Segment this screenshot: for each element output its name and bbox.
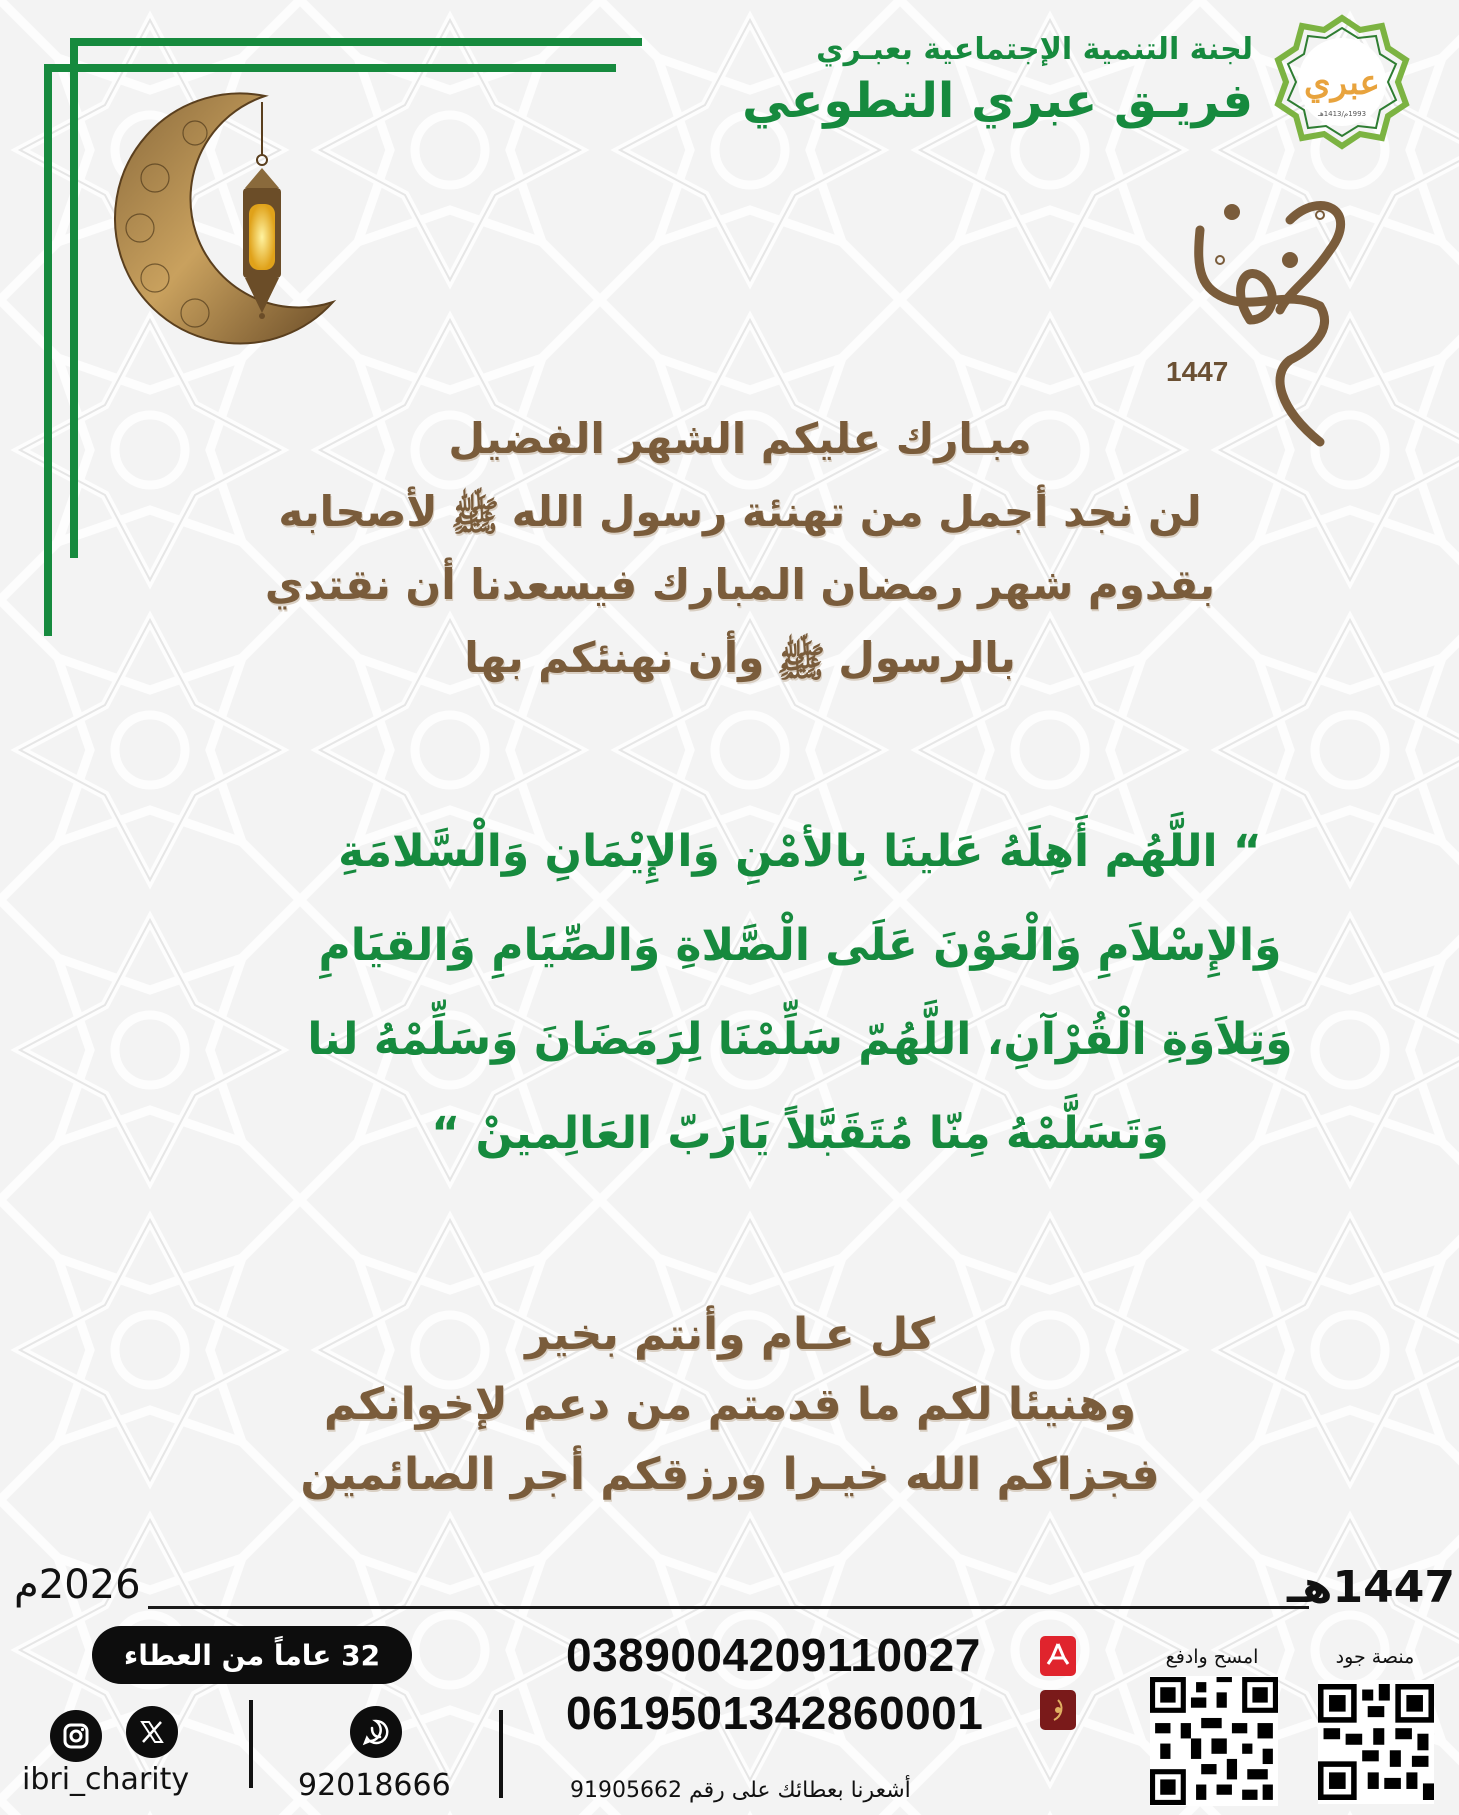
- dua-line-2: وَالإِسْلاَمِ وَالْعَوْنَ عَلَى الْصَّلاةِ وَالصِّيَامِ وَالقيَامِ: [318, 920, 1282, 971]
- footer-separator: [499, 1710, 503, 1798]
- pbuh-calligraphy-icon: [770, 634, 832, 688]
- instagram-icon[interactable]: [50, 1710, 102, 1762]
- dua-line-4: وَتَسَلَّمْهُ مِنّا مُتَقَبَّلاً يَارَبّ العَالِمينْ “: [431, 1108, 1169, 1159]
- whatsapp-number[interactable]: 92018666: [298, 1768, 451, 1803]
- ramadan-calligraphy-text: رمضان: [1167, 180, 1170, 181]
- org-title: فريـق عبري التطوعي: [742, 73, 1253, 129]
- closing-line-3: فجزاكم الله خيـرا ورزقكم أجر الصائمين: [300, 1449, 1160, 1500]
- logo-year: 1993م/1413هـ: [1317, 110, 1367, 118]
- pbuh-calligraphy-icon: [444, 488, 506, 542]
- bank-account-muscat[interactable]: 0389004209110027: [566, 1629, 981, 1681]
- org-title-block: [742, 30, 1253, 132]
- greeting-line-3: بقدوم شهر رمضان المبارك فيسعدنا أن نقتدي: [264, 560, 1216, 609]
- qr-label-scan-pay: امسح وادفع: [1165, 1646, 1259, 1668]
- notify-donation-text: أشعرنا بعطائك على رقم 91905662: [570, 1778, 911, 1803]
- frame-line-top-inner: [44, 64, 616, 72]
- year-hijri: 1447هـ: [1286, 1562, 1455, 1613]
- closing-message: [180, 1300, 1280, 1510]
- org-logo: [1272, 12, 1412, 152]
- closing-line-2: وهنيئا لكم ما قدمتم من دعم لإخوانكم: [323, 1379, 1137, 1430]
- crescent-lantern-illustration: [95, 88, 345, 348]
- greeting-message: [140, 402, 1340, 694]
- footer-separator: [249, 1700, 253, 1788]
- svg-text:ﷺ: ﷺ: [777, 639, 826, 686]
- dua-line-1: “ اللَّهُم أَهِلَهُ عَلينَا بِالأمْنِ وَالإِيْمَانِ وَالْسَّلامَةِ: [338, 826, 1262, 877]
- dua-line-3: وَتِلاَوَةِ الْقُرْآنِ، اللَّهُمّ سَلِّمْنَا لِرَمَضَانَ وَسَلِّمْهُ لنا: [307, 1014, 1293, 1065]
- greeting-line-1: مبـارك عليكم الشهر الفضيل: [448, 414, 1032, 463]
- qr-label-jood-platform: منصة جود: [1335, 1646, 1415, 1668]
- frame-line-left-inner: [44, 64, 52, 636]
- logo-text: عبري: [1304, 63, 1380, 103]
- year-gregorian: 2026م: [14, 1562, 141, 1608]
- footer-divider: [148, 1606, 1309, 1609]
- dua-text: [250, 805, 1350, 1181]
- svg-text:ﷺ: ﷺ: [450, 493, 499, 540]
- closing-line-1: كل عـام وأنتم بخير: [525, 1309, 935, 1360]
- social-handle[interactable]: ibri_charity: [22, 1762, 190, 1797]
- frame-line-left-outer: [70, 38, 78, 558]
- years-of-giving-badge: 32 عاماً من العطاء: [92, 1626, 412, 1684]
- x-icon[interactable]: [126, 1706, 178, 1758]
- bank-account-nizwa[interactable]: 0619501342860001: [566, 1687, 984, 1739]
- greeting-line-2: لن نجد أجمل من تهنئة رسول الله ﷺ لأصحابه: [278, 487, 1202, 540]
- qr-code-scan-pay[interactable]: [1150, 1676, 1278, 1806]
- bank-nizwa-icon: [1040, 1690, 1076, 1730]
- qr-code-jood-platform[interactable]: [1318, 1680, 1434, 1804]
- org-subtitle: لجنة التنمية الإجتماعية بعبـري: [816, 32, 1253, 67]
- ramadan-year: 1447: [1166, 356, 1229, 387]
- whatsapp-icon[interactable]: [350, 1706, 402, 1758]
- bank-muscat-icon: [1040, 1636, 1076, 1676]
- greeting-line-4: بالرسول ﷺ وأن نهنئكم بها: [464, 633, 1016, 686]
- frame-line-top-outer: [70, 38, 642, 46]
